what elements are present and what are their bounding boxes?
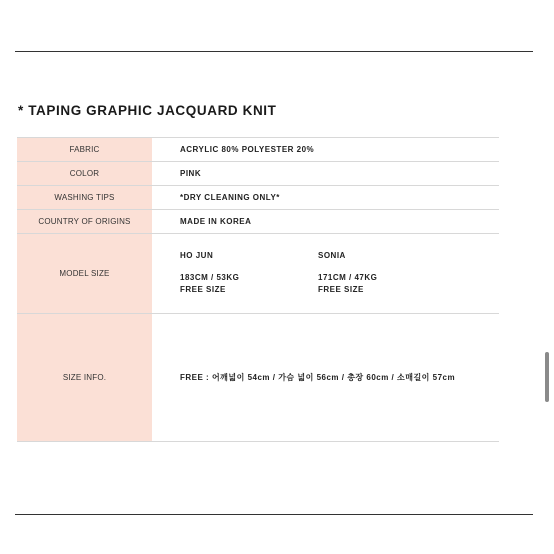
model-hojun (180, 250, 318, 297)
model-name: SONIA (318, 251, 346, 261)
model-name: HO JUN (180, 251, 214, 261)
washing-value: *DRY CLEANING ONLY* (152, 186, 499, 210)
model-sonia (318, 250, 456, 297)
spec-row-origin (17, 210, 499, 234)
fabric-value: ACRYLIC 80% POLYESTER 20% (152, 138, 499, 162)
model-body: 183CM / 53KG (180, 272, 240, 282)
scrollbar-thumb[interactable] (545, 352, 549, 402)
model-size-label: MODEL SIZE (17, 234, 152, 314)
product-title: * TAPING GRAPHIC JACQUARD KNIT (18, 103, 277, 118)
spec-row-fabric (17, 138, 499, 162)
color-label: COLOR (17, 162, 152, 186)
model-size: FREE SIZE (318, 285, 364, 295)
bottom-divider (15, 514, 533, 515)
spec-row-model-size (17, 234, 499, 314)
spec-row-size-info (17, 314, 499, 442)
model-list (180, 250, 499, 297)
fabric-label: FABRIC (17, 138, 152, 162)
model-body: 171CM / 47KG (318, 272, 378, 282)
model-size-value (152, 234, 499, 314)
color-value: PINK (152, 162, 499, 186)
top-divider (15, 51, 533, 52)
size-info-value: FREE : 어깨넓이 54cm / 가슴 넓이 56cm / 총장 60cm / 소매길이 57cm (152, 314, 499, 442)
spec-row-washing (17, 186, 499, 210)
size-info-label: SIZE INFO. (17, 314, 152, 442)
washing-label: WASHING TIPS (17, 186, 152, 210)
spec-table (17, 137, 499, 442)
spec-row-color (17, 162, 499, 186)
model-size: FREE SIZE (180, 285, 226, 295)
origin-label: COUNTRY OF ORIGINS (17, 210, 152, 234)
origin-value: MADE IN KOREA (152, 210, 499, 234)
